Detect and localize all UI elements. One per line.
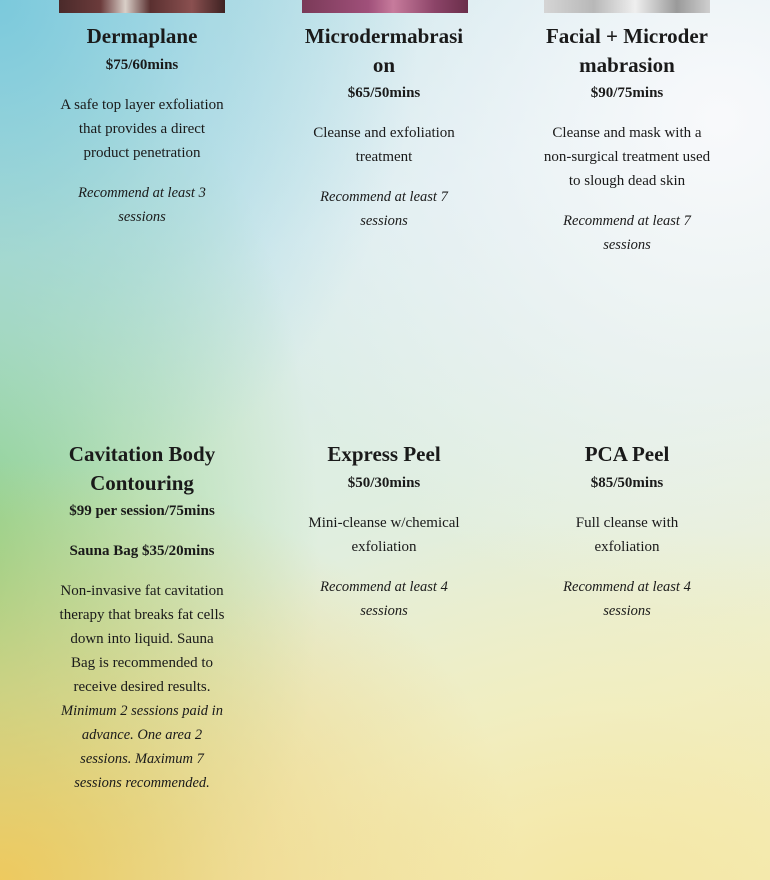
service-card-cavitation	[58, 440, 226, 795]
service-description: Non-invasive fat cavitation therapy that breaks fat cells down into liquid. Sauna Bag is recommended to receive desired results.	[59, 583, 225, 695]
service-price: $99 per session/75mins	[69, 503, 215, 519]
service-card-express-peel	[300, 440, 468, 623]
microdermabrasion-image	[302, 0, 468, 13]
service-title: Express Peel	[327, 442, 441, 466]
service-title: Microdermabrasion	[304, 24, 464, 77]
service-title: PCA Peel	[584, 442, 670, 466]
service-note: Recommend at least 7 sessions	[320, 189, 448, 229]
service-description: Cleanse and mask with a non-surgical treatment used to slough dead skin	[543, 125, 711, 189]
service-note: Recommend at least 3 sessions	[78, 184, 206, 225]
service-title: Dermaplane	[86, 24, 198, 48]
service-card-dermaplane	[58, 22, 226, 229]
service-description: Cleanse and exfoliation treatment	[313, 125, 455, 165]
service-description-block	[58, 579, 226, 795]
service-note: Recommend at least 7 sessions	[563, 213, 691, 253]
service-card-facial-microdermabrasion	[543, 22, 711, 257]
service-note: Recommend at least 4 sessions	[563, 578, 691, 619]
service-price: $75/60mins	[105, 56, 179, 73]
service-price: $90/75mins	[590, 85, 664, 101]
dermaplane-image	[59, 0, 225, 13]
facial-microdermabrasion-image	[544, 0, 710, 13]
service-description: A safe top layer exfoliation that provides a direct product penetration	[60, 96, 224, 161]
service-title: Cavitation Body Contouring	[68, 442, 216, 495]
service-card-microdermabrasion	[300, 22, 468, 233]
service-description: Mini-cleanse w/chemical exfoliation	[308, 514, 460, 555]
service-note: Minimum 2 sessions paid in advance. One area 2 sessions. Maximum 7 sessions recommended.	[61, 703, 223, 791]
service-price: $85/50mins	[590, 474, 664, 491]
service-price: $65/50mins	[347, 85, 421, 101]
service-price-sauna-bag: Sauna Bag $35/20mins	[69, 543, 215, 559]
service-note: Recommend at least 4 sessions	[320, 578, 448, 619]
service-description: Full cleanse with exfoliation	[575, 514, 679, 555]
service-card-pca-peel	[543, 440, 711, 623]
service-title: Facial + Microdermabrasion	[545, 24, 709, 77]
service-price: $50/30mins	[347, 474, 421, 491]
